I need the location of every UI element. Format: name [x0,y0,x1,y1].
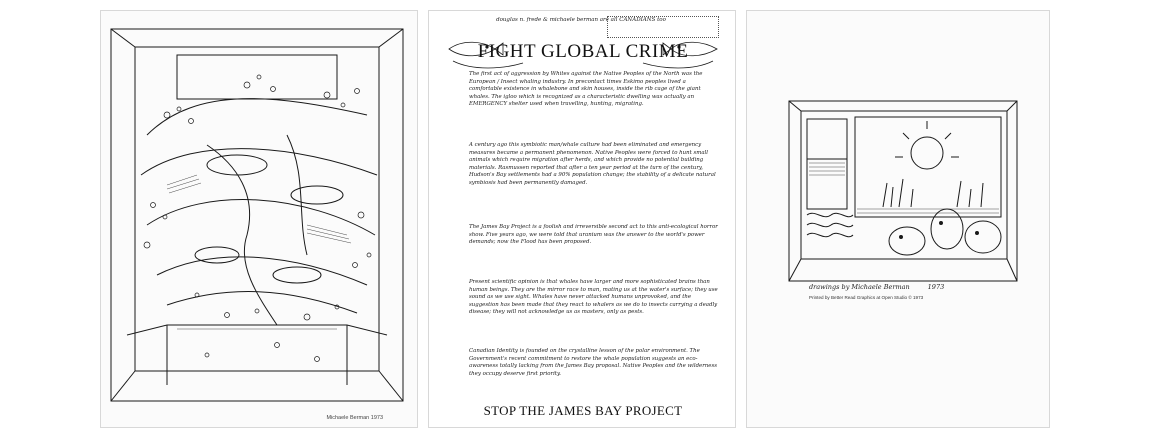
artist-caption: Michaele Berman 1973 [326,415,383,421]
left-panel [100,10,418,428]
signature-text: drawings by Michaele Berman [809,283,910,291]
paragraph-whaling-history: The first act of aggression by Whites against the Native Peoples of the North was the European / Insect whaling industry. In precontact times Eskimo peoples lived a comfortable existence in whalebone and skin houses, inside the rib cage of the giant whales. The igloo which is recognized as a characteristic dwelling was actually an EMERGENCY shelter used when travelling, hunting, migrating. [469,71,703,108]
credit-line: douglas n. frede & michaele berman are all CANADIANS too [496,17,666,23]
paragraph-james-bay: The James Bay Project is a foolish and irreversible second act to this anti-ecological horror show. Five years ago, we were told that uranium was the answer to the world's power demands; now the Flood has been proposed. [469,224,718,246]
right-panel [746,10,1050,428]
slogan: STOP THE JAMES BAY PROJECT [483,403,683,418]
paragraph-canadian-identity: Canadian Identity is founded on the crystalline lesson of the polar environment. The Government's recent commitment to restore the whale population suggests an eco-awareness totally lacking from the James Bay proposal. Native Peoples and the wilderness they occupy deserve first priority. [469,348,717,377]
paragraph-whale-intelligence: Present scientific opinion is that whales have larger and more sophisticated brains than human beings. They are the mirror race to man, mating us at the water's surface; they use sound as we use sight. Whales have never attacked humans unprovoked, and the suggestion has been made that they react to whalers as we do to insects carrying a deadly disease; they will not acknowledge us as masters, only as pests. [469,279,718,316]
drawings-signature [809,283,944,291]
window-landscape-illustration [787,99,1019,283]
print-credit: Printed by Better Read Graphics at Open Studio © 1973 [809,295,924,300]
main-title: FIGHT GLOBAL CRIME [477,41,689,62]
middle-panel [428,10,736,428]
whale-room-illustration [107,25,407,405]
signature-year: 1973 [927,283,945,291]
paragraph-culture-eliminated: A century ago this symbiotic man/whale culture had been eliminated and emergency measures became a permanent phenomenon. Native Peoples were forced to hunt small animals which require migration after herds, and which provide no potential building materials. Rasmussen reported that after a ten year period at the turn of the century, Hudson's Bay settlements had a 90% population change; the stability of a delicate natural symbiosis had been permanently damaged. [469,142,716,186]
